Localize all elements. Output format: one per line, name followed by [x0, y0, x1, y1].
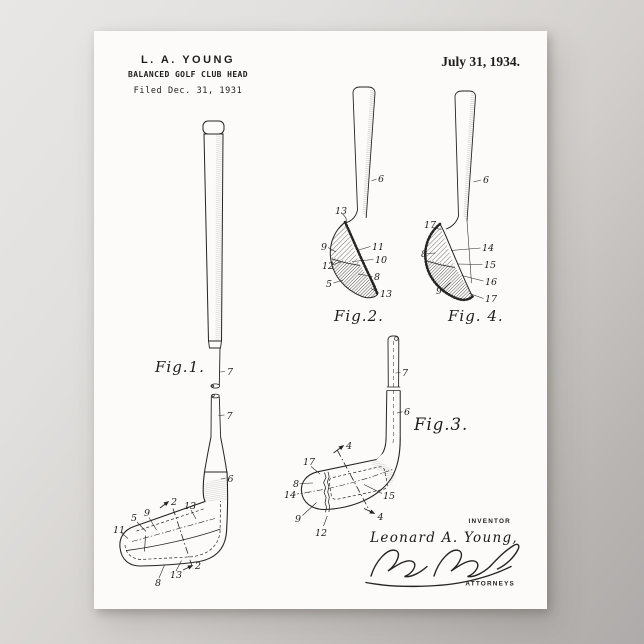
fig3-section-arrow-bottom: [364, 509, 375, 514]
patent-filed-date: Filed Dec. 31, 1931: [133, 86, 243, 96]
fig3-ref-8: 8: [293, 479, 300, 490]
fig1-ref-6: 6: [227, 474, 234, 485]
fig1-ref-2-bottom: 2: [195, 561, 202, 572]
fig1-shaft-lower: [211, 397, 221, 437]
attorneys-label: ATTORNEYS: [465, 580, 515, 588]
fig1-ref-11: 11: [113, 525, 126, 536]
figure-4-head-cross-section: [421, 91, 504, 325]
fig1-section-arrow-top: [160, 502, 169, 509]
fig1-caption: Fig.1.: [155, 358, 205, 376]
fig1-grip-cap: [203, 121, 224, 134]
figure-3-head-elevation: [284, 336, 468, 539]
fig1-ref-7-lower: 7: [226, 411, 233, 422]
fig2-ref-9: 9: [321, 242, 328, 253]
fig1-ref-2-top: 2: [171, 497, 178, 508]
fig3-caption: Fig.3.: [414, 415, 469, 434]
fig1-ref-7-upper: 7: [227, 367, 234, 378]
fig1-ref-13-top: 13: [184, 501, 197, 512]
patent-poster-page: [94, 31, 547, 609]
fig3-shaft-tip-hole: [395, 337, 399, 341]
signature-block: [366, 518, 519, 588]
inventor-label: INVENTOR: [468, 518, 511, 525]
fig4-ref-17-top: 17: [424, 220, 437, 231]
fig2-ref-5: 5: [326, 279, 333, 290]
fig1-ref-8: 8: [155, 578, 162, 589]
fig1-grip-shading: [216, 135, 222, 340]
patent-title: BALANCED GOLF CLUB HEAD: [128, 70, 248, 79]
fig3-ref-4-bottom: 4: [377, 512, 384, 523]
fig3-ref-12: 12: [315, 528, 328, 539]
figure-2-head-cross-section: [321, 87, 392, 325]
fig4-ref-15: 15: [484, 260, 497, 271]
fig1-ref-13-bottom: 13: [170, 570, 183, 581]
figure-1-golf-club-full-view: [113, 121, 234, 589]
fig3-ref-4-top: 4: [346, 441, 353, 452]
fig4-caption: Fig. 4.: [448, 307, 504, 325]
fig3-ref-7: 7: [402, 368, 409, 379]
fig4-shaft-shading: [463, 92, 475, 221]
fig2-ref-6: 6: [378, 174, 385, 185]
fig2-ref-8: 8: [374, 272, 381, 283]
fig2-ref-10: 10: [375, 255, 388, 266]
fig3-shaft-tip: [388, 336, 399, 340]
fig1-shaft-upper: [211, 348, 221, 385]
patent-drawing-canvas: [94, 31, 547, 609]
fig4-ref-17-bottom: 17: [485, 294, 498, 305]
fig4-ref-16: 16: [485, 277, 498, 288]
fig3-ref-14: 14: [284, 490, 297, 501]
fig4-ref-8: 8: [421, 249, 428, 260]
patent-inventor-heading: L. A. YOUNG: [140, 54, 236, 66]
patent-issue-date: July 31, 1934.: [441, 54, 520, 69]
fig4-neck-hook: [446, 216, 459, 229]
fig1-section-arrow-bottom: [183, 566, 193, 571]
fig3-ref-6: 6: [404, 407, 411, 418]
inventor-signature-name: Leonard A. Young,: [370, 530, 518, 546]
fig3-ref-17: 17: [303, 457, 316, 468]
fig4-shaft-behind-face: [467, 221, 472, 283]
fig2-caption: Fig.2.: [334, 307, 384, 325]
fig2-ref-13-bottom: 13: [380, 289, 393, 300]
fig3-ref-15: 15: [383, 491, 396, 502]
fig1-grip-collar: [209, 341, 222, 348]
fig4-ref-6: 6: [483, 175, 490, 186]
fig2-ref-13-top: 13: [335, 206, 348, 217]
fig2-shaft-shading: [363, 88, 376, 218]
fig2-ref-11: 11: [372, 242, 385, 253]
fig2-ref-12: 12: [322, 261, 335, 272]
fig4-ref-14: 14: [482, 243, 495, 254]
fig1-ref-9: 9: [144, 508, 151, 519]
fig1-shaft-break-end: [211, 384, 220, 388]
fig3-ferrule: [387, 387, 400, 391]
fig3-ref-9: 9: [295, 514, 302, 525]
fig1-ref-5: 5: [131, 513, 138, 524]
fig4-ref-9: 9: [436, 286, 443, 297]
fig2-neck-hook: [346, 210, 358, 223]
fig1-hosel: [205, 437, 227, 472]
